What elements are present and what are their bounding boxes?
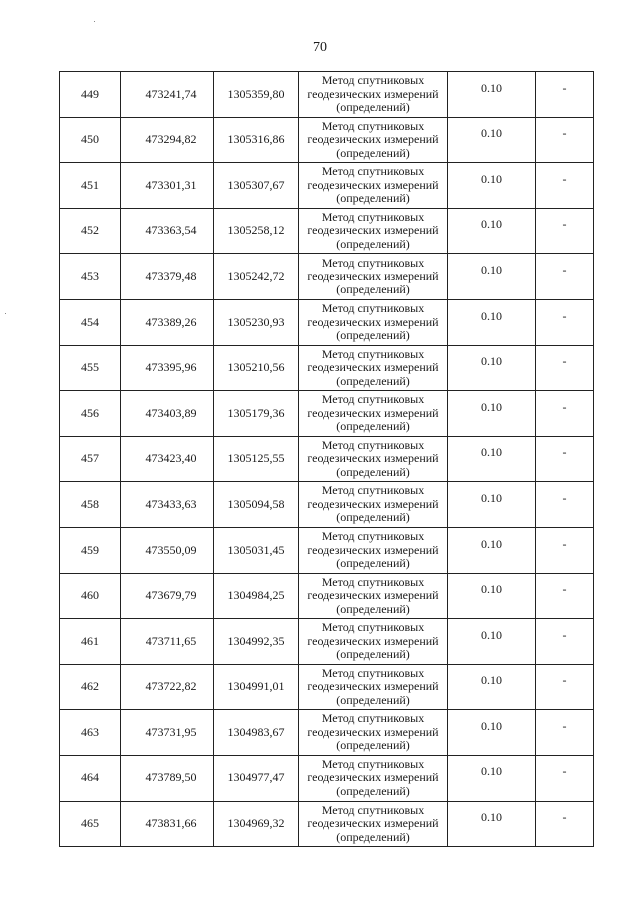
y-coordinate-cell: 1304991,01 [214,664,299,710]
x-coordinate-cell [121,163,214,209]
x-coordinate-text: 473301,31 [145,177,197,192]
x-coordinate-text: 473831,66 [145,816,197,831]
method-line: Метод спутниковых [321,802,425,817]
table-row [60,72,594,118]
method-line: Метод спутниковых [321,346,425,361]
note-cell [536,254,594,300]
accuracy-text: 0.10 [481,582,502,597]
x-coordinate-cell [121,755,214,801]
method-cell [299,345,448,391]
method-line: (определений) [336,145,410,160]
x-coordinate-cell [121,436,214,482]
scan-speck [5,313,6,314]
table-row [60,254,594,300]
accuracy-cell [448,345,536,391]
coordinates-table [59,71,594,847]
point-number-cell: 451 [60,163,121,209]
note-cell [536,801,594,847]
accuracy-cell [448,482,536,528]
note-text: - [562,490,567,505]
method-line: геодезических измерений [307,724,439,739]
x-coordinate-text: 473395,96 [145,360,197,375]
note-text: - [562,80,567,95]
method-line: (определений) [336,236,410,251]
x-coordinate-text: 473423,40 [145,451,197,466]
table-row [60,482,594,528]
method-cell [299,619,448,665]
table-row [60,117,594,163]
point-number-cell: 462 [60,664,121,710]
accuracy-text: 0.10 [481,445,502,460]
x-coordinate-cell [121,573,214,619]
note-text: - [562,445,567,460]
point-number-cell: 457 [60,436,121,482]
method-line: Метод спутниковых [321,255,425,270]
accuracy-text: 0.10 [481,308,502,323]
method-line: (определений) [336,100,410,115]
note-text: - [562,126,567,141]
note-cell [536,482,594,528]
method-cell [299,254,448,300]
method-line: Метод спутниковых [321,529,425,544]
accuracy-cell [448,755,536,801]
accuracy-text: 0.10 [481,536,502,551]
y-coordinate-cell: 1304984,25 [214,573,299,619]
x-coordinate-text: 473363,54 [145,223,197,238]
scan-speck [94,21,95,22]
y-coordinate-cell: 1305316,86 [214,117,299,163]
method-line: геодезических измерений [307,314,439,329]
note-text: - [562,582,567,597]
method-line: (определений) [336,419,410,434]
note-text: - [562,718,567,733]
x-coordinate-text: 473403,89 [145,405,197,420]
accuracy-cell [448,664,536,710]
method-line: (определений) [336,738,410,753]
method-cell [299,72,448,118]
point-number-cell: 455 [60,345,121,391]
accuracy-cell [448,801,536,847]
accuracy-text: 0.10 [481,262,502,277]
accuracy-cell [448,117,536,163]
method-line: Метод спутниковых [321,483,425,498]
y-coordinate-cell: 1305258,12 [214,208,299,254]
accuracy-text: 0.10 [481,627,502,642]
method-line: (определений) [336,555,410,570]
x-coordinate-cell [121,527,214,573]
method-line: (определений) [336,282,410,297]
method-line: геодезических измерений [307,268,439,283]
y-coordinate-cell: 1304992,35 [214,619,299,665]
x-coordinate-text: 473550,09 [145,542,197,557]
method-line: (определений) [336,510,410,525]
method-cell [299,391,448,437]
accuracy-text: 0.10 [481,126,502,141]
accuracy-text: 0.10 [481,80,502,95]
method-line: Метод спутниковых [321,118,425,133]
method-cell [299,755,448,801]
note-cell [536,664,594,710]
accuracy-cell [448,299,536,345]
method-line: Метод спутниковых [321,711,425,726]
note-text: - [562,354,567,369]
note-cell [536,619,594,665]
accuracy-text: 0.10 [481,217,502,232]
note-cell [536,163,594,209]
method-line: Метод спутниковых [321,620,425,635]
method-line: геодезических измерений [307,177,439,192]
note-text: - [562,399,567,414]
table-row [60,573,594,619]
table-row [60,345,594,391]
point-number-cell: 450 [60,117,121,163]
x-coordinate-text: 473722,82 [145,679,197,694]
note-text: - [562,673,567,688]
table-row [60,391,594,437]
y-coordinate-cell: 1305179,36 [214,391,299,437]
method-line: Метод спутниковых [321,209,425,224]
accuracy-cell [448,254,536,300]
table-row [60,710,594,756]
method-line: (определений) [336,464,410,479]
accuracy-text: 0.10 [481,399,502,414]
note-text: - [562,627,567,642]
note-cell [536,573,594,619]
x-coordinate-cell [121,482,214,528]
point-number-cell: 454 [60,299,121,345]
y-coordinate-cell: 1304969,32 [214,801,299,847]
point-number-cell: 456 [60,391,121,437]
accuracy-text: 0.10 [481,810,502,825]
note-text: - [562,810,567,825]
method-cell [299,299,448,345]
method-line: геодезических измерений [307,542,439,557]
x-coordinate-text: 473294,82 [145,132,197,147]
note-text: - [562,536,567,551]
x-coordinate-text: 473433,63 [145,496,197,511]
table-row [60,801,594,847]
point-number-cell: 463 [60,710,121,756]
accuracy-text: 0.10 [481,490,502,505]
x-coordinate-cell [121,72,214,118]
accuracy-cell [448,72,536,118]
point-number-cell: 449 [60,72,121,118]
accuracy-cell [448,527,536,573]
point-number-cell: 458 [60,482,121,528]
method-line: (определений) [336,647,410,662]
method-line: Метод спутниковых [321,164,425,179]
accuracy-text: 0.10 [481,718,502,733]
x-coordinate-text: 473389,26 [145,314,197,329]
method-line: геодезических измерений [307,451,439,466]
y-coordinate-cell: 1305307,67 [214,163,299,209]
method-line: (определений) [336,692,410,707]
method-cell [299,664,448,710]
x-coordinate-text: 473379,48 [145,268,197,283]
method-line: Метод спутниковых [321,392,425,407]
note-cell [536,345,594,391]
method-line: (определений) [336,829,410,844]
method-line: (определений) [336,191,410,206]
coordinates-table-body [60,72,594,847]
method-line: (определений) [336,783,410,798]
table-row [60,755,594,801]
accuracy-cell [448,710,536,756]
table-row [60,527,594,573]
method-line: геодезических измерений [307,770,439,785]
table-row [60,664,594,710]
y-coordinate-cell: 1304983,67 [214,710,299,756]
method-line: Метод спутниковых [321,757,425,772]
accuracy-text: 0.10 [481,171,502,186]
x-coordinate-text: 473679,79 [145,588,197,603]
method-line: геодезических измерений [307,223,439,238]
method-line: геодезических измерений [307,588,439,603]
method-cell [299,163,448,209]
method-line: Метод спутниковых [321,73,425,88]
accuracy-cell [448,163,536,209]
x-coordinate-cell [121,391,214,437]
note-text: - [562,217,567,232]
x-coordinate-cell [121,710,214,756]
y-coordinate-cell: 1305359,80 [214,72,299,118]
point-number-cell: 460 [60,573,121,619]
x-coordinate-cell [121,664,214,710]
note-text: - [562,764,567,779]
method-line: геодезических измерений [307,86,439,101]
note-text: - [562,308,567,323]
table-row [60,619,594,665]
method-cell [299,117,448,163]
note-cell [536,710,594,756]
note-cell [536,391,594,437]
method-cell [299,436,448,482]
y-coordinate-cell: 1305094,58 [214,482,299,528]
method-line: геодезических измерений [307,633,439,648]
accuracy-text: 0.10 [481,354,502,369]
method-line: Метод спутниковых [321,574,425,589]
method-line: (определений) [336,327,410,342]
y-coordinate-cell: 1305210,56 [214,345,299,391]
accuracy-cell [448,208,536,254]
table-row [60,436,594,482]
table-row [60,208,594,254]
y-coordinate-cell: 1305031,45 [214,527,299,573]
method-line: геодезических измерений [307,360,439,375]
note-cell [536,117,594,163]
method-cell [299,208,448,254]
note-text: - [562,171,567,186]
x-coordinate-text: 473241,74 [145,86,197,101]
x-coordinate-text: 473789,50 [145,770,197,785]
method-line: (определений) [336,601,410,616]
method-line: геодезических измерений [307,496,439,511]
accuracy-cell [448,436,536,482]
method-line: Метод спутниковых [321,665,425,680]
method-line: Метод спутниковых [321,301,425,316]
accuracy-text: 0.10 [481,673,502,688]
x-coordinate-cell [121,619,214,665]
method-cell [299,573,448,619]
method-line: геодезических измерений [307,405,439,420]
page-number: 70 [313,40,327,55]
accuracy-cell [448,391,536,437]
table-row [60,163,594,209]
method-cell [299,801,448,847]
y-coordinate-cell: 1305230,93 [214,299,299,345]
note-cell [536,436,594,482]
method-line: геодезических измерений [307,132,439,147]
y-coordinate-cell: 1305242,72 [214,254,299,300]
point-number-cell: 459 [60,527,121,573]
y-coordinate-cell: 1305125,55 [214,436,299,482]
x-coordinate-text: 473711,65 [145,633,197,648]
method-line: геодезических измерений [307,679,439,694]
method-cell [299,710,448,756]
method-line: Метод спутниковых [321,437,425,452]
point-number-cell: 461 [60,619,121,665]
note-text: - [562,262,567,277]
method-cell [299,482,448,528]
method-cell [299,527,448,573]
x-coordinate-cell [121,208,214,254]
accuracy-cell [448,619,536,665]
note-cell [536,72,594,118]
note-cell [536,755,594,801]
x-coordinate-cell [121,801,214,847]
method-line: (определений) [336,373,410,388]
accuracy-text: 0.10 [481,764,502,779]
x-coordinate-cell [121,117,214,163]
note-cell [536,208,594,254]
note-cell [536,299,594,345]
table-row [60,299,594,345]
y-coordinate-cell: 1304977,47 [214,755,299,801]
accuracy-cell [448,573,536,619]
point-number-cell: 465 [60,801,121,847]
point-number-cell: 453 [60,254,121,300]
x-coordinate-cell [121,254,214,300]
point-number-cell: 452 [60,208,121,254]
x-coordinate-cell [121,299,214,345]
x-coordinate-text: 473731,95 [145,724,197,739]
note-cell [536,527,594,573]
method-line: геодезических измерений [307,816,439,831]
point-number-cell: 464 [60,755,121,801]
x-coordinate-cell [121,345,214,391]
